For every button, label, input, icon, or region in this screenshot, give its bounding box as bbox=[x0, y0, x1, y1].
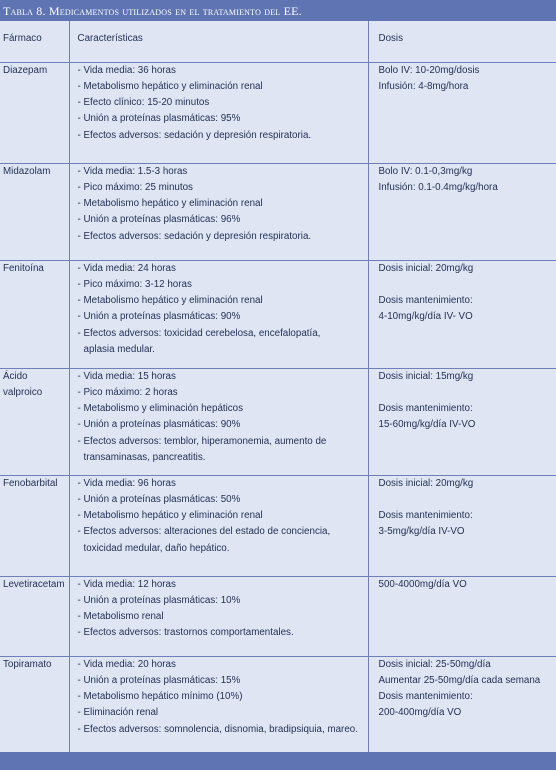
drug-name: Topiramato bbox=[3, 658, 52, 670]
characteristics-cell bbox=[69, 656, 368, 756]
dose-cell bbox=[368, 368, 556, 475]
characteristic-item: - Pico máximo: 25 minutos bbox=[77, 181, 193, 193]
table-title-bar bbox=[0, 0, 556, 21]
drug-name: Midazolam bbox=[0, 163, 69, 260]
table-row bbox=[0, 368, 556, 475]
table-row bbox=[0, 62, 556, 163]
characteristic-item-continuation: toxicidad medular, daño hepático. bbox=[83, 542, 230, 554]
dose-item: Bolo IV: 10-20mg/dosis bbox=[378, 64, 480, 76]
characteristic-item: - Unión a proteínas plasmáticas: 90% bbox=[77, 419, 241, 431]
dose-spacer bbox=[379, 492, 556, 508]
characteristic-item: - Metabolismo y eliminación hepáticos bbox=[77, 403, 244, 415]
characteristic-item: - Efectos adversos: temblor, hiperamonemia, aumento de bbox=[77, 435, 327, 447]
characteristic-item: - Pico máximo: 2 horas bbox=[77, 386, 178, 398]
characteristic-item: - Efecto clínico: 15-20 minutos bbox=[77, 97, 210, 109]
dose-item: Infusión: 4-8mg/hora bbox=[378, 80, 469, 92]
characteristic-item: - Vida media: 24 horas bbox=[77, 262, 176, 274]
dose-cell bbox=[368, 656, 556, 756]
characteristic-item: - Vida media: 36 horas bbox=[77, 64, 176, 76]
dose-cell bbox=[368, 576, 556, 656]
characteristic-item: - Efectos adversos: alteraciones del estado de conciencia, bbox=[77, 526, 331, 538]
table-title: Tabla 8. Medicamentos utilizados en el tratamiento del EE. bbox=[3, 4, 302, 18]
characteristic-item: - Efectos adversos: toxicidad cerebelosa, encefalopatía, bbox=[77, 327, 321, 339]
dose-cell bbox=[368, 475, 556, 576]
medication-table bbox=[0, 21, 556, 756]
dose-item: Bolo IV: 0.1-0,3mg/kg bbox=[378, 165, 473, 177]
characteristic-item: - Efectos adversos: sedación y depresión respiratoria. bbox=[77, 230, 312, 242]
dose-item: Dosis inicial: 25-50mg/día bbox=[378, 658, 491, 670]
characteristic-item: - Vida media: 20 horas bbox=[77, 658, 176, 670]
dose-item: 200-400mg/día VO bbox=[378, 707, 462, 719]
dose-item: Dosis mantenimiento: bbox=[378, 691, 473, 703]
characteristic-item: - Unión a proteínas plasmáticas: 90% bbox=[77, 311, 241, 323]
characteristic-item: - Metabolismo hepático y eliminación renal bbox=[77, 510, 263, 522]
characteristics-cell bbox=[69, 260, 368, 368]
characteristic-item: - Metabolismo hepático y eliminación renal bbox=[77, 295, 263, 307]
dose-item: 4-10mg/kg/día IV- VO bbox=[378, 311, 473, 323]
characteristic-item: - Vida media: 15 horas bbox=[77, 370, 176, 382]
characteristic-item: - Pico máximo: 3-12 horas bbox=[77, 278, 192, 290]
characteristic-item: - Metabolismo hepático y eliminación renal bbox=[77, 80, 263, 92]
dose-item: Aumentar 25-50mg/día cada semana bbox=[378, 674, 541, 686]
table-bottom-bar bbox=[0, 752, 556, 770]
characteristic-item: - Efectos adversos: trastornos comportamentales. bbox=[77, 627, 294, 639]
dose-item: Dosis mantenimiento: bbox=[378, 510, 473, 522]
dose-item: Dosis mantenimiento: bbox=[378, 403, 473, 415]
characteristic-item: - Metabolismo hepático mínimo (10%) bbox=[77, 691, 243, 703]
characteristics-cell bbox=[69, 475, 368, 576]
characteristic-item: - Metabolismo hepático y eliminación renal bbox=[77, 198, 263, 210]
dose-item: Dosis mantenimiento: bbox=[378, 295, 473, 307]
characteristic-item-continuation: transaminasas, pancreatitis. bbox=[83, 451, 206, 463]
drug-name: Fenobarbital bbox=[0, 475, 69, 576]
table-row bbox=[0, 163, 556, 260]
dose-cell bbox=[368, 62, 556, 163]
drug-name: Diazepam bbox=[0, 62, 69, 163]
table-row bbox=[0, 260, 556, 368]
characteristic-item: - Efectos adversos: somnolencia, disnomia, bradipsiquia, mareo. bbox=[77, 723, 358, 735]
characteristics-cell bbox=[69, 368, 368, 475]
table-row bbox=[0, 475, 556, 576]
characteristic-item: - Vida media: 12 horas bbox=[77, 578, 176, 590]
dose-spacer bbox=[379, 277, 556, 293]
characteristics-cell bbox=[69, 62, 368, 163]
characteristic-item: - Unión a proteínas plasmáticas: 95% bbox=[77, 113, 241, 125]
dose-item: Dosis inicial: 15mg/kg bbox=[378, 370, 474, 382]
drug-name: Levetiracetam bbox=[0, 576, 69, 656]
table-row bbox=[0, 656, 556, 756]
dose-item: 3-5mg/kg/día IV-VO bbox=[378, 526, 465, 538]
characteristics-cell bbox=[69, 163, 368, 260]
characteristic-item: - Vida media: 96 horas bbox=[77, 477, 176, 489]
table-row bbox=[0, 576, 556, 656]
characteristic-item: - Vida media: 1.5-3 horas bbox=[77, 165, 188, 177]
dose-item: 15-60mg/kg/día IV-VO bbox=[378, 419, 476, 431]
characteristic-item: - Metabolismo renal bbox=[77, 611, 164, 623]
table-header-row bbox=[0, 21, 556, 62]
dose-item: Dosis inicial: 20mg/kg bbox=[378, 477, 474, 489]
dose-cell bbox=[368, 260, 556, 368]
characteristic-item: - Eliminación renal bbox=[77, 707, 159, 719]
column-header-characteristics: Características bbox=[69, 21, 368, 62]
characteristic-item: - Unión a proteínas plasmáticas: 50% bbox=[77, 493, 241, 505]
column-header-drug: Fármaco bbox=[0, 21, 69, 62]
dose-cell bbox=[368, 163, 556, 260]
drug-name: Ácido valproico bbox=[0, 368, 69, 475]
characteristic-item: - Unión a proteínas plasmáticas: 96% bbox=[77, 214, 241, 226]
characteristic-item: - Efectos adversos: sedación y depresión respiratoria. bbox=[77, 129, 312, 141]
column-header-dose: Dosis bbox=[368, 21, 556, 62]
dose-spacer bbox=[379, 385, 556, 401]
drug-name: Fenitoína bbox=[0, 260, 69, 368]
dose-item: Infusión: 0.1-0.4mg/kg/hora bbox=[378, 181, 498, 193]
characteristic-item: - Unión a proteínas plasmáticas: 15% bbox=[77, 674, 241, 686]
characteristic-item-continuation: aplasia medular. bbox=[83, 343, 155, 355]
characteristics-cell bbox=[69, 576, 368, 656]
characteristic-item: - Unión a proteínas plasmáticas: 10% bbox=[77, 594, 241, 606]
dose-item: Dosis inicial: 20mg/kg bbox=[378, 262, 474, 274]
dose-item: 500-4000mg/día VO bbox=[378, 578, 467, 590]
